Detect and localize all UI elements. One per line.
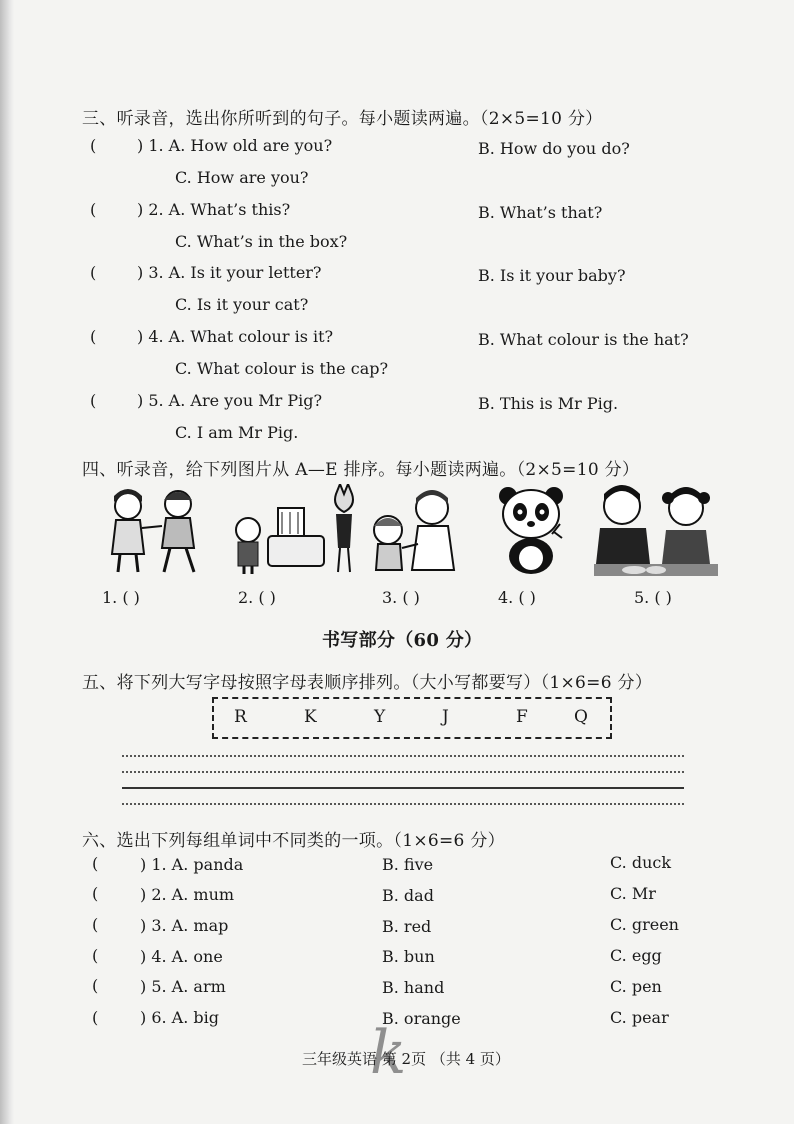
letter: J	[442, 707, 449, 727]
option-a: ) 2. A. What’s this?	[137, 200, 291, 219]
letter: Q	[574, 707, 588, 727]
scan-edge-shadow	[0, 0, 14, 1124]
picture-5-two-people	[594, 484, 718, 576]
option-b: B. hand	[382, 978, 445, 997]
answer-paren[interactable]: (	[92, 946, 99, 965]
answer-paren[interactable]: (	[90, 391, 97, 410]
writing-line[interactable]	[122, 803, 684, 805]
section4-title: 四、听录音，给下列图片从 A—E 排序。每小题读两遍。（2×5=10 分）	[82, 460, 640, 480]
answer-paren[interactable]: (	[90, 200, 97, 219]
option-a: ) 1. A. panda	[140, 855, 244, 874]
writing-line[interactable]	[122, 771, 684, 773]
picture-3-blank[interactable]: 3. ( )	[382, 588, 420, 607]
option-c: C. duck	[610, 853, 672, 872]
option-a: ) 5. A. Are you Mr Pig?	[137, 391, 323, 410]
option-c: C. How are you?	[175, 168, 309, 187]
option-c: C. green	[610, 915, 679, 934]
section3-title: 三、听录音，选出你所听到的句子。每小题读两遍。（2×5=10 分）	[82, 109, 603, 129]
answer-paren[interactable]: (	[92, 915, 99, 934]
option-b: B. How do you do?	[478, 139, 630, 158]
option-b: B. What’s that?	[478, 203, 603, 222]
letters-box	[212, 697, 612, 739]
answer-paren[interactable]: (	[92, 1008, 99, 1027]
picture-4-blank[interactable]: 4. ( )	[498, 588, 536, 607]
letter: F	[516, 707, 528, 727]
picture-4-panda	[496, 484, 566, 576]
section6-title: 六、选出下列每组单词中不同类的一项。（1×6=6 分）	[82, 831, 505, 851]
option-c: C. Is it your cat?	[175, 295, 309, 314]
option-a: ) 6. A. big	[140, 1008, 220, 1027]
option-b: B. red	[382, 917, 432, 936]
picture-2-blank[interactable]: 2. ( )	[238, 588, 276, 607]
watermark-logo: k	[370, 1018, 407, 1088]
picture-1-blank[interactable]: 1. ( )	[102, 588, 140, 607]
writing-section-header: 书写部分（60 分）	[322, 630, 483, 651]
writing-line[interactable]	[122, 787, 684, 789]
picture-5-blank[interactable]: 5. ( )	[634, 588, 672, 607]
option-a: ) 3. A. map	[140, 916, 229, 935]
option-c: C. egg	[610, 946, 662, 965]
option-a: ) 5. A. arm	[140, 977, 226, 996]
picture-2-boy-luggage-fox	[232, 484, 362, 576]
option-b: B. dad	[382, 886, 434, 905]
letter: K	[304, 707, 317, 727]
option-b: B. What colour is the hat?	[478, 330, 689, 349]
option-c: C. What’s in the box?	[175, 232, 348, 251]
answer-paren[interactable]: (	[92, 884, 99, 903]
answer-paren[interactable]: (	[92, 976, 99, 995]
option-b: B. This is Mr Pig.	[478, 394, 619, 413]
option-b: B. five	[382, 855, 434, 874]
option-c: C. Mr	[610, 884, 656, 903]
option-a: ) 2. A. mum	[140, 885, 235, 904]
option-a: ) 4. A. What colour is it?	[137, 327, 334, 346]
option-a: ) 1. A. How old are you?	[137, 136, 333, 155]
option-a: ) 3. A. Is it your letter?	[137, 263, 322, 282]
answer-paren[interactable]: (	[92, 854, 99, 873]
picture-3-people-talking	[368, 486, 468, 578]
answer-paren[interactable]: (	[90, 263, 97, 282]
option-c: C. pen	[610, 977, 662, 996]
option-c: C. I am Mr Pig.	[175, 423, 299, 442]
section5-title: 五、将下列大写字母按照字母表顺序排列。（大小写都要写）（1×6=6 分）	[82, 673, 653, 693]
option-b: B. orange	[382, 1009, 461, 1028]
answer-paren[interactable]: (	[90, 136, 97, 155]
answer-paren[interactable]: (	[90, 327, 97, 346]
page-footer: 三年级英语 第 2页 （共 4 页）	[302, 1050, 510, 1068]
option-b: B. bun	[382, 947, 435, 966]
writing-line[interactable]	[122, 755, 684, 757]
picture-1-two-children	[98, 484, 218, 576]
option-a: ) 4. A. one	[140, 947, 223, 966]
option-c: C. What colour is the cap?	[175, 359, 389, 378]
letter: Y	[374, 707, 386, 727]
option-c: C. pear	[610, 1008, 669, 1027]
letter: R	[234, 707, 247, 727]
option-b: B. Is it your baby?	[478, 266, 626, 285]
